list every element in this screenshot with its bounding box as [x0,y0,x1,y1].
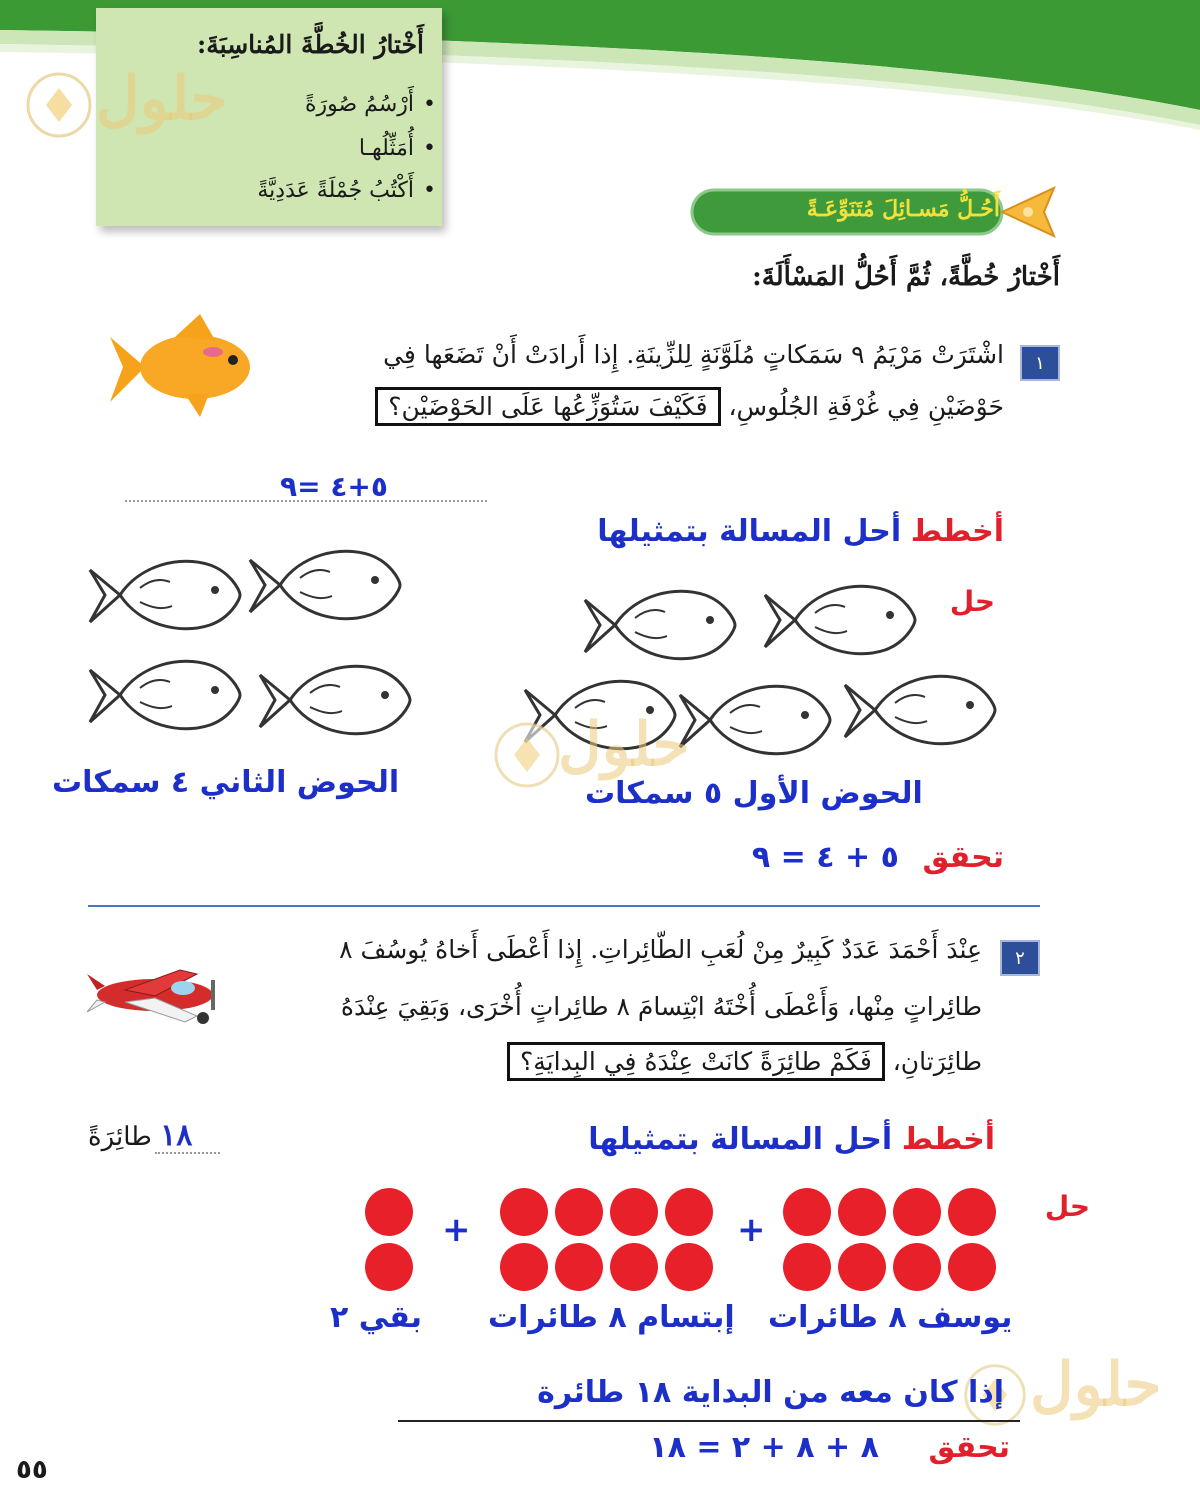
answer-number: ١٨ [160,1118,193,1153]
plan-text: أحل المسالة بتمثيلها [597,514,902,549]
dot [665,1243,713,1291]
question-2-line-3-text: طائِرَتانِ، [892,1047,982,1076]
strategy-item-draw: أَرْسُمُ صُورَةً • [305,92,414,117]
fish-tank2-4 [260,666,410,734]
dot [893,1188,941,1236]
fish-tank1-1 [585,591,735,659]
tank-2-label: الحوض الثاني ٤ سمكات [52,765,400,800]
dot [555,1188,603,1236]
plus-sign: + [737,1210,766,1250]
question-2-line-3 [507,1047,982,1076]
question-1-answer: ٥+٤ =٩ [280,470,388,503]
dot [893,1243,941,1291]
dot [783,1243,831,1291]
section-divider [88,905,1040,907]
dot [500,1188,548,1236]
dot [948,1243,996,1291]
fish-tank1-5 [845,676,995,744]
dot [610,1188,658,1236]
group-ibtisam-label: إبتسام ٨ طائرات [488,1300,735,1335]
question-1-check [752,840,1004,875]
dot [838,1243,886,1291]
question-1-number: ١ [1020,345,1060,381]
solve-label: حل [949,585,995,618]
check-equation: ٥ + ٤ = ٩ [751,840,899,875]
watermark-icon [492,720,562,790]
question-1-line-2-text: حَوْضَيْنِ فِي غُرْفَةِ الجُلُوسِ، [728,392,1004,421]
dot [610,1243,658,1291]
question-2-line-2: طائِراتٍ مِنْها، وَأَعْطَى أُخْتَهُ ابْتِسامَ ٨ طائِراتٍ أُخْرَى، وَبَقِيَ عِنْدَهُ [340,992,982,1021]
watermark-text: حلول [96,64,228,134]
instruction-text: أَخْتارُ خُطَّةً، ثُمَّ أَحُلُّ المَسْأَلَةَ: [752,262,1060,292]
fish-tank1-2 [765,586,915,654]
fish-tank2-3 [90,661,240,729]
solve-label: حل [1044,1190,1090,1223]
question-2-plan [588,1122,995,1157]
plan-label: أخطط [901,1122,995,1157]
conclusion-underline [398,1420,1020,1422]
fish-tank2-1 [90,561,240,629]
question-2-number: ٢ [1000,940,1040,976]
question-1-question-box: فَكَيْفَ سَتُوَزِّعُها عَلَى الحَوْضَيْنِ؟ [375,387,720,426]
strategy-item-number-sentence: أَكْتُبُ جُمْلَةً عَدَدِيَّةً • [257,178,414,203]
dot [783,1188,831,1236]
page-number: ٥٥ [16,1455,48,1485]
question-2-question-box: فَكَمْ طائِرَةً كانَتْ عِنْدَهُ فِي البِدايَةِ؟ [507,1042,885,1081]
question-1-line-1: اشْتَرَتْ مَرْيَمُ ٩ سَمَكاتٍ مُلَوَّنَةٍ لِلزِّينَةِ. إِذا أَرادَتْ أَنْ تَضَعَها فِي [383,340,1004,369]
question-1-line-2 [375,392,1004,421]
question-2-check [649,1430,1010,1465]
watermark-text: حلول [558,710,690,780]
dot [665,1188,713,1236]
watermark-logo-top [24,64,228,144]
question-2-line-1: عِنْدَ أَحْمَدَ عَدَدٌ كَبِيرٌ مِنْ لُعَبِ الطّائِراتِ. إِذا أَعْطَى أَخاهُ يُوسُفَ ٨ [339,935,982,964]
dot [365,1188,413,1236]
question-2-answer [88,1118,192,1153]
airplane-illustration [85,950,225,1040]
dot [948,1188,996,1236]
dot [838,1188,886,1236]
group-remaining-label: بقي ٢ [330,1300,422,1335]
watermark-icon [24,70,94,140]
plan-text: أحل المسالة بتمثيلها [588,1122,893,1157]
dot [500,1243,548,1291]
strategy-item-model: أُمَثِّلُهـا • [359,136,414,161]
answer-unit: طائِرَةً [88,1122,152,1152]
plan-label: أخطط [910,514,1004,549]
watermark-logo-middle [492,710,690,794]
check-label: تحقق [928,1430,1010,1465]
goldfish-illustration [105,312,255,422]
section-title: أَحُـلُّ مَسـائِلَ مُتَنَوِّعَـةً [806,196,1000,222]
group-yousef-label: يوسف ٨ طائرات [768,1300,1013,1335]
dot [555,1243,603,1291]
strategy-title: أَخْتارُ الخُطَّةَ المُناسِبَةَ: [197,30,424,59]
fish-tank2-2 [250,551,400,619]
dot [365,1243,413,1291]
check-label: تحقق [922,840,1004,875]
watermark-text: حلول [1030,1350,1162,1420]
conclusion-text: إذا كان معه من البداية ١٨ طائرة [537,1375,1004,1410]
fish-tank1-4 [680,686,830,754]
tank-1-label: الحوض الأول ٥ سمكات [585,776,923,811]
plus-sign: + [442,1210,471,1250]
check-equation: ٨ + ٨ + ٢ = ١٨ [649,1430,879,1465]
question-1-plan [597,514,1004,549]
